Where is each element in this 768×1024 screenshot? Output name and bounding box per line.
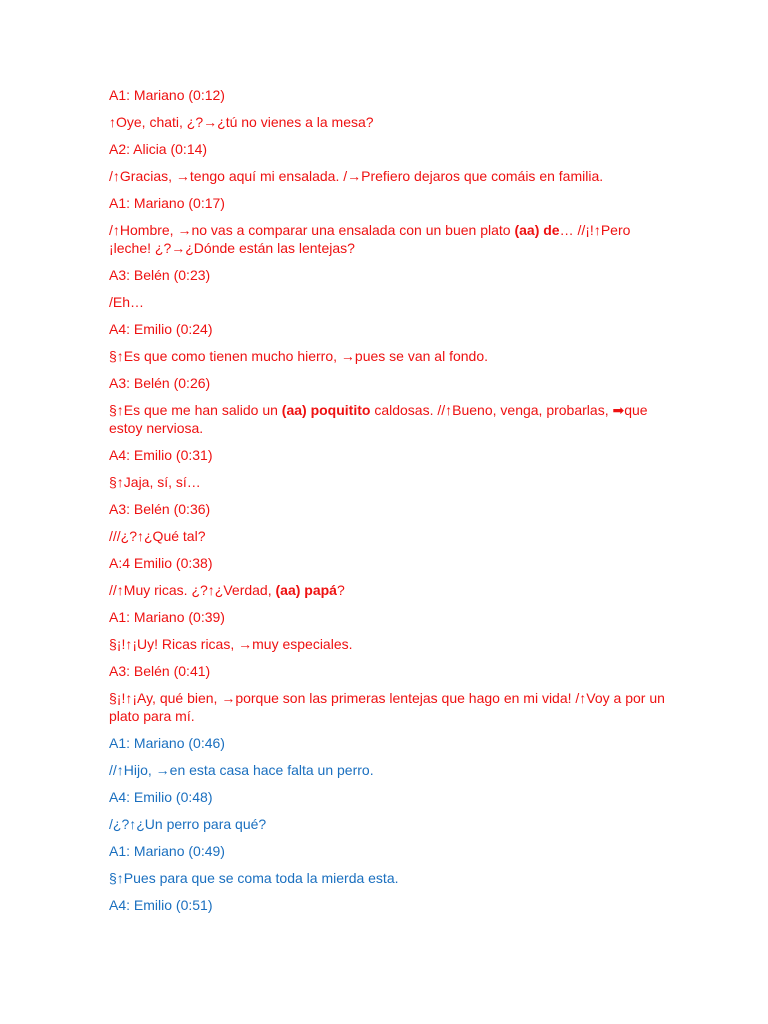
text-fragment: A4: Emilio (0:24) xyxy=(109,321,213,337)
transcript-line xyxy=(109,788,669,806)
transcript-line xyxy=(109,374,669,392)
transcript-line xyxy=(109,86,669,104)
transcript-line xyxy=(109,473,669,491)
transcript-line xyxy=(109,293,669,311)
text-fragment: A:4 Emilio (0:38) xyxy=(109,555,213,571)
transcript-line xyxy=(109,266,669,284)
transcript-line xyxy=(109,689,669,725)
text-fragment: /↑Gracias, →tengo aquí mi ensalada. /→Prefiero dejaros que comáis en familia. xyxy=(109,168,604,184)
transcript-line xyxy=(109,815,669,833)
text-fragment: A1: Mariano (0:12) xyxy=(109,87,225,103)
text-fragment: A4: Emilio (0:48) xyxy=(109,789,213,805)
text-fragment: §¡!↑¡Ay, qué bien, →porque son las primeras lentejas que hago en mi vida! /↑Voy a por un plato para mí. xyxy=(109,690,665,724)
text-fragment: §↑Pues para que se coma toda la mierda esta. xyxy=(109,870,399,886)
transcript-line xyxy=(109,167,669,185)
text-fragment: ///¿?↑¿Qué tal? xyxy=(109,528,206,544)
transcript-line xyxy=(109,347,669,365)
text-fragment: A2: Alicia (0:14) xyxy=(109,141,208,157)
text-fragment: /↑Hombre, →no vas a comparar una ensalada con un buen plato xyxy=(109,222,515,238)
transcript-line xyxy=(109,113,669,131)
text-fragment: A1: Mariano (0:17) xyxy=(109,195,225,211)
text-fragment: §↑Jaja, sí, sí… xyxy=(109,474,201,490)
transcript-line xyxy=(109,554,669,572)
text-fragment: ? xyxy=(336,582,345,598)
text-fragment: A1: Mariano (0:39) xyxy=(109,609,225,625)
transcript-line xyxy=(109,896,669,914)
transcript-line xyxy=(109,500,669,518)
text-fragment: /Eh… xyxy=(109,294,145,310)
transcript-line xyxy=(109,662,669,680)
text-fragment: //↑Muy ricas. ¿?↑¿Verdad, xyxy=(109,582,276,598)
transcript-page xyxy=(109,86,669,923)
transcript-line xyxy=(109,842,669,860)
text-fragment: A3: Belén (0:26) xyxy=(109,375,211,391)
transcript-line xyxy=(109,401,669,437)
transcript-line xyxy=(109,221,669,257)
text-fragment: /¿?↑¿Un perro para qué? xyxy=(109,816,267,832)
text-fragment: ↑Oye, chati, ¿?→¿tú no vienes a la mesa? xyxy=(109,114,374,130)
transcript-line xyxy=(109,869,669,887)
transcript-line xyxy=(109,635,669,653)
bold-fragment: (aa) papá xyxy=(275,582,337,598)
text-fragment: //↑Hijo, →en esta casa hace falta un perro. xyxy=(109,762,374,778)
text-fragment: §↑Es que me han salido un xyxy=(109,402,282,418)
bold-fragment: (aa) de xyxy=(514,222,560,238)
bold-fragment: (aa) poquitito xyxy=(281,402,371,418)
transcript-line xyxy=(109,761,669,779)
text-fragment: … //¡!↑Pero ¡leche! ¿?→¿Dónde están las lentejas? xyxy=(109,222,631,256)
text-fragment: §↑Es que como tienen mucho hierro, →pues se van al fondo. xyxy=(109,348,488,364)
text-fragment: A3: Belén (0:36) xyxy=(109,501,211,517)
transcript-line xyxy=(109,446,669,464)
text-fragment: A1: Mariano (0:49) xyxy=(109,843,225,859)
transcript-line xyxy=(109,734,669,752)
transcript-line xyxy=(109,527,669,545)
transcript-line xyxy=(109,320,669,338)
text-fragment: §¡!↑¡Uy! Ricas ricas, →muy especiales. xyxy=(109,636,353,652)
transcript-line xyxy=(109,608,669,626)
text-fragment: A4: Emilio (0:51) xyxy=(109,897,213,913)
transcript-line xyxy=(109,581,669,599)
text-fragment: A1: Mariano (0:46) xyxy=(109,735,225,751)
text-fragment: A3: Belén (0:41) xyxy=(109,663,211,679)
transcript-line xyxy=(109,194,669,212)
transcript-line xyxy=(109,140,669,158)
text-fragment: caldosas. //↑Bueno, venga, probarlas, ➡que estoy nerviosa. xyxy=(109,402,648,436)
text-fragment: A4: Emilio (0:31) xyxy=(109,447,213,463)
text-fragment: A3: Belén (0:23) xyxy=(109,267,211,283)
